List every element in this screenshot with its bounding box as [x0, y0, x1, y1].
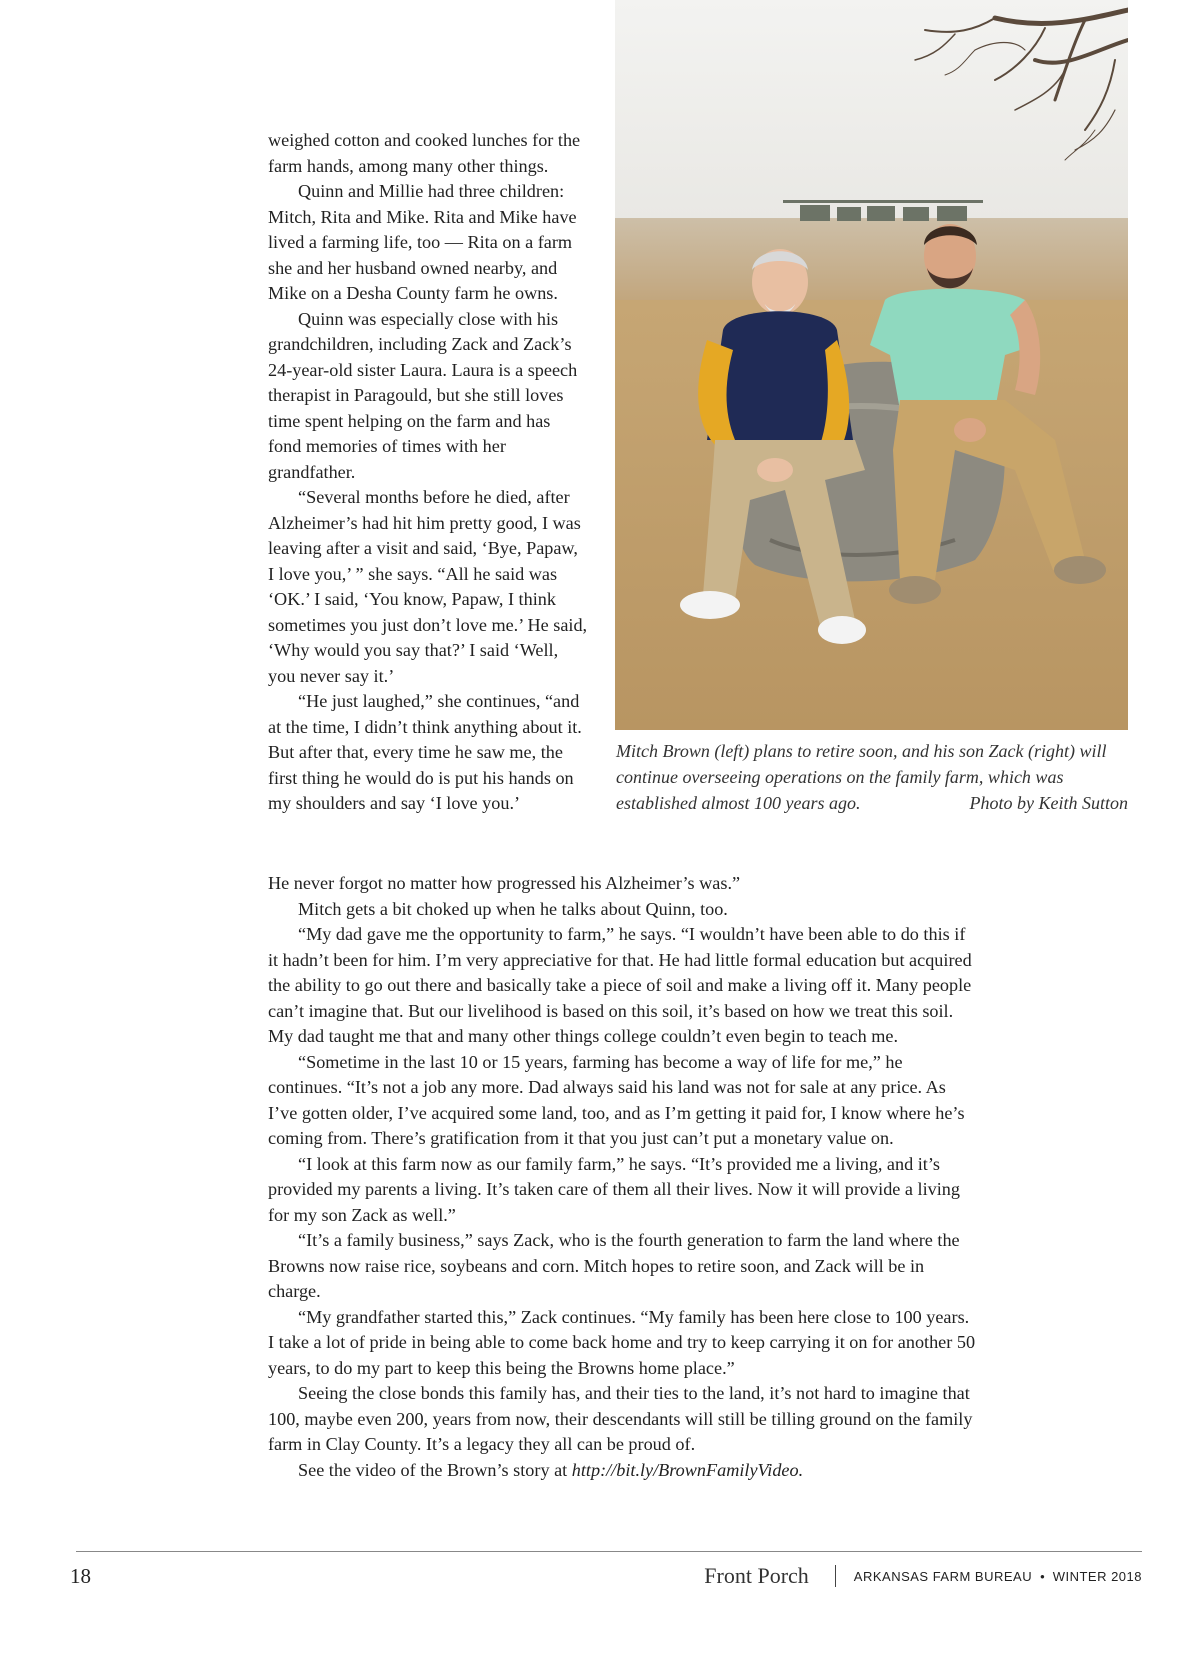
paragraph: Quinn was especially close with his grandchildren, including Zack and Zack’s 24-year-old sister Laura. Laura is a speech therapist in Paragould, but she still loves time spent helping on the farm and has fond memories of times with her grandfather.	[268, 308, 578, 482]
paragraph: “It’s a family business,” says Zack, who is the fourth generation to farm the land where the Browns now raise rice, soybeans and corn. Mitch hopes to retire soon, and Zack will be in charge.	[268, 1230, 960, 1301]
paragraph: “Several months before he died, after Alzheimer’s had hit him pretty good, I was leaving after a visit and said, ‘Bye, Papaw, I love you,’ ” she says. “All he said was ‘OK.’ I said, ‘You know, Papaw, I think sometimes you just don’t love me.’ He said, ‘Why would you say that?’ I said ‘Well, you never say it.’	[268, 487, 588, 686]
video-paragraph	[268, 1458, 978, 1484]
caption-text: Mitch Brown (left) plans to retire soon, and his son Zack (right) will continue overseeing operations on the family farm, which was established almost 100 years ago.	[616, 741, 1107, 813]
paragraph: Mitch gets a bit choked up when he talks about Quinn, too.	[298, 898, 728, 919]
paragraph: weighed cotton and cooked lunches for the farm hands, among many other things.	[268, 130, 581, 176]
paragraph: Seeing the close bonds this family has, and their ties to the land, it’s not hard to imagine that 100, maybe even 200, years from now, their descendants will still be tilling ground on the family farm in Clay County. It’s a legacy they all can be proud of.	[268, 1383, 973, 1454]
wide-column	[268, 871, 978, 1483]
narrow-column	[268, 128, 588, 817]
organization-name: ARKANSAS FARM BUREAU	[853, 1568, 1033, 1584]
footer-separator-bar	[835, 1565, 836, 1587]
issue-label: WINTER 2018	[1052, 1568, 1142, 1584]
footer-divider	[76, 1551, 1142, 1552]
paragraph: Quinn and Millie had three children: Mitch, Rita and Mike. Rita and Mike have lived a farming life, too — Rita on a farm she and her husband owned nearby, and Mike on a Desha County farm he owns.	[268, 181, 577, 303]
photo-illustration	[615, 0, 1128, 730]
bullet-separator: •	[1040, 1568, 1045, 1584]
paragraph: “I look at this farm now as our family farm,” he says. “It’s provided me a living, and it’s provided my parents a living. It’s taken care of them all their lives. Now it will provide a living for my son Zack as well.”	[268, 1153, 960, 1225]
farm-photo	[615, 0, 1128, 730]
photo-credit: Photo by Keith Sutton	[969, 793, 1128, 813]
video-text: See the video of the Brown’s story at	[298, 1459, 572, 1480]
magazine-name: Front Porch	[704, 1563, 809, 1588]
video-link[interactable]: http://bit.ly/BrownFamilyVideo.	[571, 1459, 804, 1480]
paragraph: “My grandfather started this,” Zack continues. “My family has been here close to 100 years. I take a lot of pride in being able to come back home and try to keep carrying it on for another 50 years, to do my part to keep this being the Browns home place.”	[268, 1306, 976, 1378]
page-number: 18	[70, 1564, 91, 1588]
footer-branding	[704, 1563, 1142, 1589]
paragraph: “Sometime in the last 10 or 15 years, farming has become a way of life for me,” he continues. “It’s not a job any more. Dad always said his land was not for sale at any price. As I’ve gotten older, I’ve acquired some land, too, and as I’m getting it paid for, I know where he’s coming from. There’s gratification from it that you just can’t put a monetary value on.	[268, 1051, 965, 1148]
paragraph: He never forgot no matter how progressed his Alzheimer’s was.”	[268, 873, 741, 893]
photo-caption	[616, 738, 1128, 816]
paragraph: “He just laughed,” she continues, “and at the time, I didn’t think anything about it. But after that, every time he saw me, the first thing he would do is put his hands on my shoulders and say ‘I love you.’	[268, 691, 582, 813]
paragraph: “My dad gave me the opportunity to farm,” he says. “I wouldn’t have been able to do this if it hadn’t been for him. I’m very appreciative for that. He had little formal education but acquired the ability to go out there and basically take a piece of soil and make a living off it. Many people can’t imagine that. But our livelihood is based on this soil, it’s based on how we treat this soil. My dad taught me that and many other things college couldn’t even begin to teach me.	[268, 924, 972, 1046]
